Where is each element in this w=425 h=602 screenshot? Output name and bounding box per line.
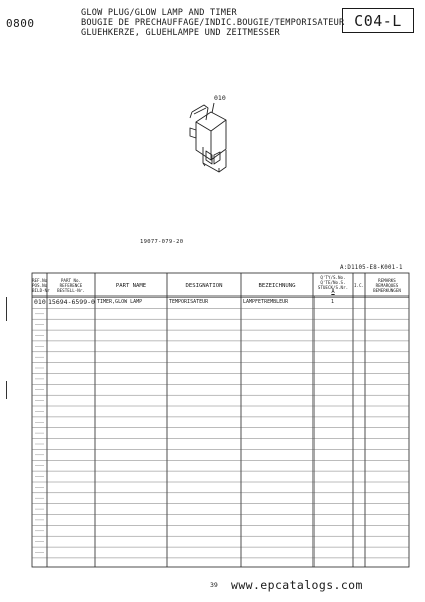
header-part-no: PART No. REFERENCE BESTELL-Nr. (57, 278, 85, 293)
title-french: BOUGIE DE PRECHAUFFAGE/INDIC.BOUGIE/TEMPORISATEUR (81, 18, 345, 29)
drawing-code: 19077-079-20 (140, 239, 184, 245)
page-code-box: C04-L (342, 8, 414, 33)
page-number: 39 (210, 581, 218, 589)
header-ic: I.C. (353, 283, 365, 288)
table-ref-code: A:D1105-E8-K001-1 (340, 265, 403, 271)
table-border (32, 273, 409, 567)
header-ref-no: REF.No POS.No BILD-Nr (32, 278, 50, 293)
row-part-name: TIMER,GLOW LAMP (97, 299, 143, 305)
header-quantity: Q'TY/S.No. Q'TE/No.S. STUECK/S.Nr. A (313, 275, 353, 295)
row-ref-no: 010 (34, 298, 46, 306)
header-bezeichnung: BEZEICHNUNG (258, 283, 296, 289)
section-code: 0800 (6, 17, 35, 30)
header-remarks: REMARKS REMARQUES BEMERKUNGEN (373, 278, 401, 293)
margin-mark (6, 297, 7, 321)
watermark-url: www.epcatalogs.com (231, 578, 363, 592)
row-designation: TEMPORISATEUR (169, 299, 209, 305)
header-part-name: PART NAME (115, 283, 147, 289)
margin-mark (6, 381, 7, 399)
quantity-model-mark: A (331, 289, 335, 295)
title-english: GLOW PLUG/GLOW LAMP AND TIMER (81, 8, 237, 18)
row-part-no: 15694-6599-0 (48, 298, 95, 306)
row-bezeichnung: LAMPFETREMBLEUR (243, 299, 289, 305)
callout-label: 010 (214, 94, 226, 102)
header-designation: DESIGNATION (185, 283, 223, 289)
title-german: GLUEHKERZE, GLUEHLAMPE UND ZEITMESSER (81, 28, 280, 39)
row-quantity: 1 (331, 299, 335, 305)
